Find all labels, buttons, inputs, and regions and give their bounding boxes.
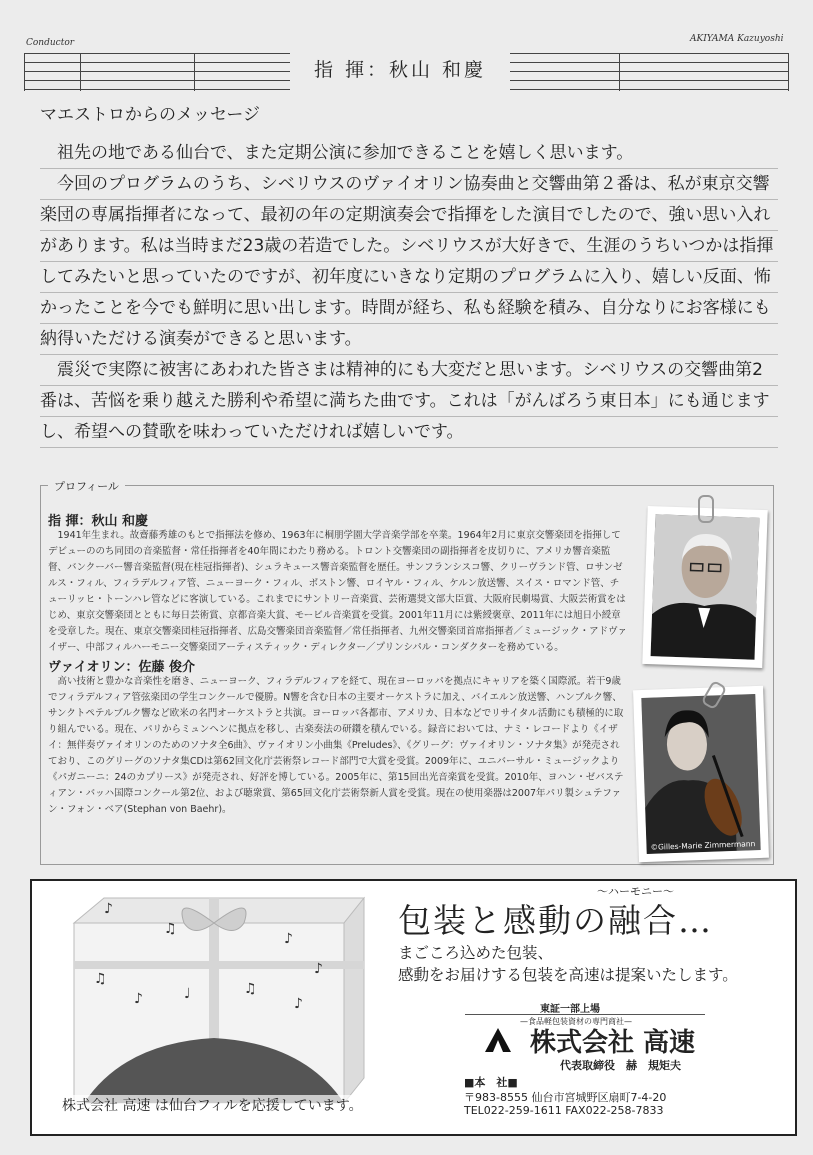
company-logo-icon [485, 1028, 511, 1056]
message-heading: マエストロからのメッセージ [40, 105, 260, 125]
company-tagline: —食品軽包装資材の専門商社— [520, 1017, 632, 1026]
profile-label: プロフィール [48, 478, 125, 494]
harmony-label: 〜ハーモニー〜 [597, 885, 674, 898]
company-phone: TEL022-259-1611 FAX022-258-7833 [464, 1104, 664, 1117]
violin-bio: 高い技術と豊かな音楽性を磨き、ニューヨーク、フィラデルフィアを経て、現在ヨーロッパを拠点にキャリアを築く国際派。若干9歳でフィラデルフィア管弦楽団の学生コンクールで優勝。N響を含む日本の主要オーケストラに加え、バイエルン放送響、ハンブルク響、サンクトペテルブルク響など欧米の名門オーケストラと共演。ヨーロッパ各都市、アメリカ、日本などでリサイタル活動にも積極的に取り組んでいる。現在、パリからミュンヘンに拠点を移し、古楽奏法の研鑽を積んでいる。録音においては、ナミ・レコードより《イザイ：無伴奏ヴァイオリンのためのソナタ全6曲》、ヴァイオリン小曲集《Preludes》、《グリーグ：ヴァイオリン・ソナタ集》が発売されており、このグリーグのソナタ集CDは第62回文化庁芸術祭レコード部門で大賞を受賞。2009年に、ユニバーサル・ミュージックより《パガニーニ：24のカプリース》が発売され、好評を博している。2005年に、第15回出光音楽賞を受賞。2010年、ヨハン・ゼバスティアン・バッハ国際コンクール第2位、および聴衆賞、第65回文化庁芸術祭新人賞を受賞。現在の使用楽器は2007年パリ製シュテファン・フォン・ベア(Stephan von Baehr)。 [48, 676, 624, 815]
svg-text:♪: ♪ [104, 901, 113, 917]
company-rep: 代表取締役 赫 規矩夫 [560, 1059, 681, 1072]
violinist-photo [633, 686, 769, 862]
gift-box-illustration [64, 893, 368, 1108]
svg-text:♫: ♫ [164, 921, 177, 937]
svg-text:♫: ♫ [94, 971, 107, 987]
svg-text:♪: ♪ [294, 996, 303, 1012]
message-body [40, 138, 778, 448]
paper-clip-icon [698, 495, 714, 523]
ad-subline-2: 感動をお届けする包装を高速は提案いたします。 [398, 966, 738, 984]
conductor-bio: 1941年生まれ。故齋藤秀雄のもとで指揮法を修め、1963年に桐朋学園大学音楽学部を卒業。1964年2月に東京交響楽団を指揮してデビューののち同団の音楽監督・常任指揮者を40年間にわたり務める。トロント交響楽団の副指揮者を皮切りに、アメリカ響音楽監督、バンクーバー響音楽監督(現在桂冠指揮者)、シュラキュース響音楽監督を歴任。サンフランシスコ響、クリーヴランド管、ロサンゼルス・フィル、フィラデルフィア管、ニューヨーク・フィル、ボストン響、ロイヤル・フィル、ケルン放送響、スイス・ロマンド管、チューリッヒ・トーンハレ管などに客演している。これまでにサントリー音楽賞、芸術選奨文部大臣賞、大阪府民劇場賞、大阪芸術賞をはじめ、東京交響楽団とともに毎日芸術賞、京都音楽大賞、モービル音楽賞を受賞。2001年11月には紫綬褒章、2011年には旭日小綬章を受章した。現在、東京交響楽団桂冠指揮者、広島交響楽団音楽監督／常任指揮者、九州交響楽団首席指揮者／ミュージック・アドヴァイザー、中部フィルハーモニー交響楽団アーティスティック・ディレクター／プリンシパル・コンダクターを務めている。 [48, 530, 628, 653]
message-paragraph: 祖先の地である仙台で、また定期公演に参加できることを嬉しく思います。 [57, 143, 634, 163]
svg-text:♪: ♪ [284, 931, 293, 947]
section-label: Conductor [26, 38, 75, 48]
company-office: ■本 社■ [464, 1076, 518, 1089]
page-title: 指 揮：秋山 和慶 [290, 50, 510, 90]
svg-text:♩: ♩ [184, 986, 191, 1002]
company-name: 株式会社 高速 [530, 1028, 696, 1058]
sponsor-support: 株式会社 高速 は仙台フィルを応援しています。 [60, 1095, 365, 1115]
name-label: AKIYAMA Kazuyoshi [690, 34, 784, 44]
violin-name: ヴァイオリン：佐藤 俊介 [48, 660, 196, 675]
listing-rule [465, 1014, 705, 1015]
ad-subline-1: まごころ込めた包装、 [398, 944, 554, 962]
ad-title: 包装と感動の融合… [398, 901, 713, 940]
violinist-portrait [641, 694, 760, 854]
photo-credit: ©Gilles-Marie Zimmermann [650, 839, 756, 852]
svg-text:♪: ♪ [314, 961, 323, 977]
conductor-portrait [651, 514, 760, 660]
message-paragraph: 震災で実際に被害にあわれた皆さまは精神的にも大変だと思います。シベリウスの交響曲第2番は、苦悩を乗り越えた勝利や希望に満ちた曲です。これは「がんばろう東日本」にも通じますし、希望への賛歌を味わっていただければ嬉しいです。 [40, 360, 770, 442]
svg-text:♫: ♫ [244, 981, 257, 997]
listing-label: 東証一部上場 [540, 1004, 600, 1015]
company-address: 〒983-8555 仙台市宮城野区扇町7-4-20 [464, 1091, 667, 1104]
svg-text:♪: ♪ [134, 991, 143, 1007]
conductor-photo [642, 506, 767, 668]
conductor-name: 指 揮：秋山 和慶 [48, 514, 149, 529]
message-paragraph: 今回のプログラムのうち、シベリウスのヴァイオリン協奏曲と交響曲第２番は、私が東京交響楽団の専属指揮者になって、最初の年の定期演奏会で指揮をした演目でしたので、強い思い入れがあります。私は当時まだ23歳の若造でした。シベリウスが大好きで、生涯のうちいつかは指揮してみたいと思っていたのですが、初年度にいきなり定期のプログラムに入り、嬉しい反面、怖かったことを今でも鮮明に思い出します。時間が経ち、私も経験を積み、自分なりにお客様にも納得いただける演奏ができると思います。 [40, 174, 774, 349]
